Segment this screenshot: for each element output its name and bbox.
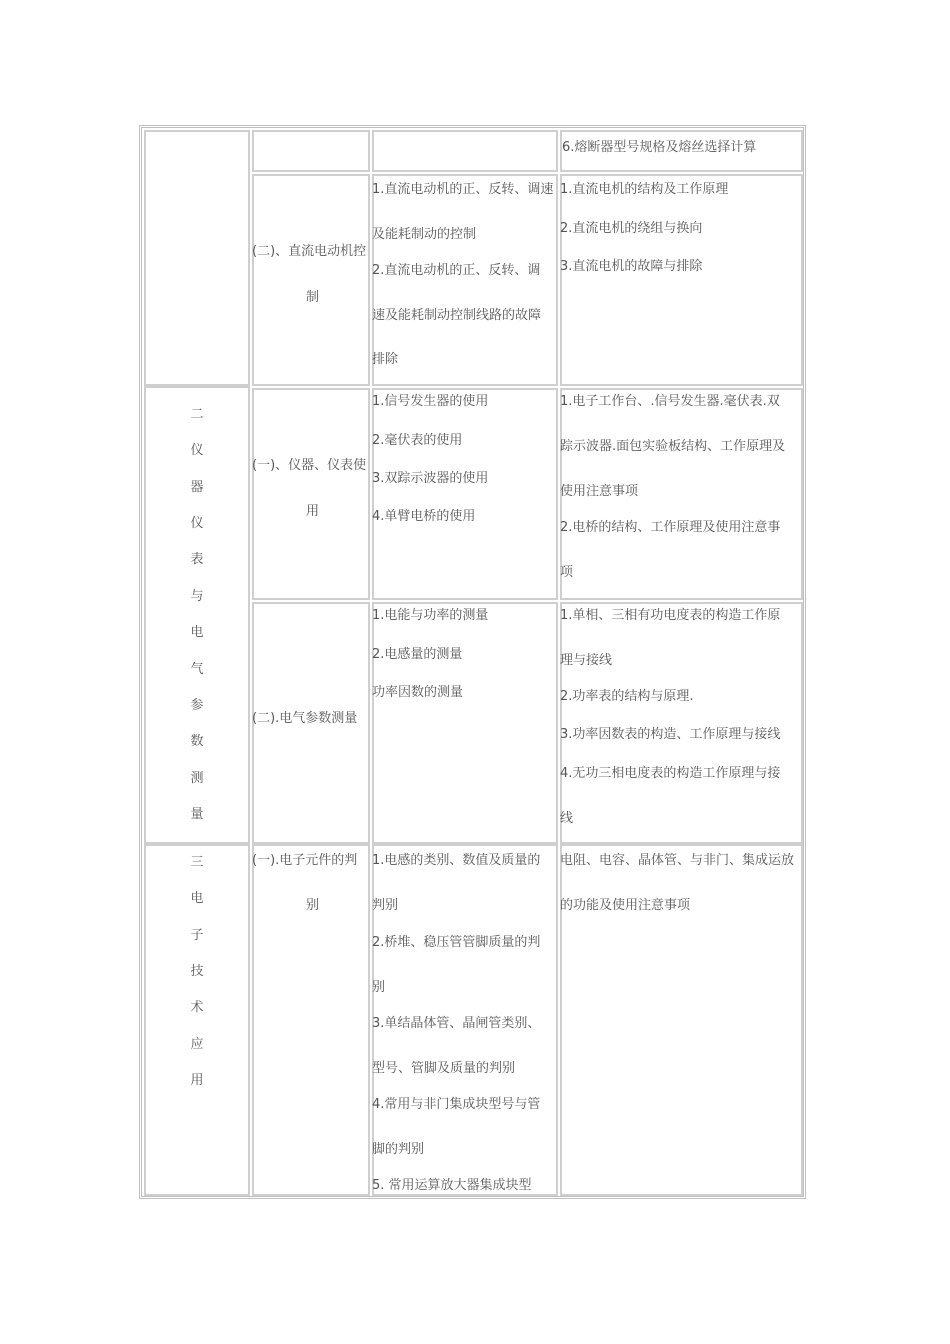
knowledge-line: 1.电子工作台、.信号发生器.毫伏表.双: [560, 394, 780, 409]
knowledge-line: 1.直流电机的结构及工作原理: [560, 182, 729, 197]
category-char: 应: [190, 1037, 204, 1052]
category-char: 子: [190, 928, 204, 943]
row2b-col3-measurement-skills: [372, 602, 558, 844]
skill-line: 4.单臂电桥的使用: [372, 509, 476, 524]
row1-col4-top: [560, 130, 803, 172]
knowledge-line: 3.功率因数表的构造、工作原理与接线: [560, 727, 781, 742]
skill-line: 1.电感的类别、数值及质量的: [372, 853, 541, 868]
row1-col2-dc-motor: [252, 174, 370, 386]
category-char: 参: [190, 698, 204, 713]
skill-line: 5. 常用运算放大器集成块型: [372, 1178, 532, 1193]
measurement-title: (二).电气参数测量: [252, 711, 358, 726]
row1-col2-empty: [252, 130, 370, 172]
category-char: 用: [190, 1073, 204, 1088]
row3-col3-component-skills: [372, 844, 558, 1196]
skill-line: 2.桥堆、稳压管管脚质量的判: [372, 935, 541, 950]
syllabus-table: [139, 125, 806, 1199]
category-char: 电: [190, 891, 204, 906]
row3-col2-electronic-components: [252, 844, 370, 1196]
row1-col4-dc-motor-knowledge: [560, 174, 803, 386]
knowledge-line: 项: [560, 565, 574, 580]
components-title-1: (一).电子元件的判: [252, 853, 358, 868]
skill-line: 2.毫伏表的使用: [372, 433, 463, 448]
knowledge-line: 使用注意事项: [560, 484, 639, 499]
row1-col1-empty: [144, 130, 250, 386]
knowledge-line: 的功能及使用注意事项: [560, 898, 691, 913]
category-char: 气: [190, 662, 204, 677]
row2a-col2-instruments: [252, 388, 370, 600]
row1-col3-empty: [372, 130, 558, 172]
knowledge-line: 1.单相、三相有功电度表的构造工作原: [560, 608, 781, 623]
row2-col1-category: [144, 386, 250, 844]
skill-line: 脚的判别: [372, 1142, 425, 1157]
row2a-col4-instrument-knowledge: [560, 388, 803, 600]
knowledge-line: 4.无功三相电度表的构造工作原理与接: [560, 766, 781, 781]
dc-motor-title-2: 制: [306, 290, 320, 305]
knowledge-line: 电阻、电容、晶体管、与非门、集成运放: [560, 853, 795, 868]
category-char: 与: [190, 589, 204, 604]
skill-line: 1.电能与功率的测量: [372, 608, 489, 623]
knowledge-line: 2.电桥的结构、工作原理及使用注意事: [560, 520, 781, 535]
skill-line: 1.直流电动机的正、反转、调速: [372, 182, 554, 197]
instruments-title-1: (一)、仪器、仪表使: [252, 458, 367, 473]
skill-line: 速及能耗制动控制线路的故障: [372, 308, 542, 323]
knowledge-line: 踪示波器.面包实验板结构、工作原理及: [560, 439, 786, 454]
category-char: 电: [190, 625, 204, 640]
category-char: 量: [190, 807, 204, 822]
skill-line: 功率因数的测量: [372, 685, 464, 700]
row2b-col2-electrical-measurement: [252, 602, 370, 844]
category-char: 器: [190, 480, 204, 495]
skill-line: 3.双踪示波器的使用: [372, 471, 489, 486]
row3-col4-component-knowledge: [560, 844, 803, 1196]
skill-line: 4.常用与非门集成块型号与管: [372, 1097, 541, 1112]
fuse-item: 6.熔断器型号规格及熔丝选择计算: [562, 140, 757, 155]
skill-line: 型号、管脚及质量的判别: [372, 1061, 516, 1076]
row3-col1-category: [144, 844, 250, 1196]
skill-line: 1.信号发生器的使用: [372, 394, 489, 409]
category-char: 三: [190, 855, 204, 870]
category-char: 术: [190, 1000, 204, 1015]
knowledge-line: 2.直流电机的绕组与换向: [560, 221, 703, 236]
skill-line: 判别: [372, 898, 399, 913]
instruments-title-2: 用: [306, 504, 320, 519]
skill-line: 排除: [372, 352, 399, 367]
knowledge-line: 线: [560, 811, 574, 826]
skill-line: 2.直流电动机的正、反转、调: [372, 263, 541, 278]
dc-motor-title-1: (二)、直流电动机控: [252, 244, 367, 259]
category-char: 测: [190, 771, 204, 786]
components-title-2: 别: [306, 898, 320, 913]
knowledge-line: 2.功率表的结构与原理.: [560, 689, 694, 704]
skill-line: 别: [372, 980, 386, 995]
category-char: 数: [190, 734, 204, 749]
category-char: 表: [190, 552, 204, 567]
row2b-col4-measurement-knowledge: [560, 602, 803, 844]
knowledge-line: 理与接线: [560, 653, 613, 668]
category-char: 仪: [190, 443, 204, 458]
category-char: 二: [190, 407, 204, 422]
category-char: 技: [190, 964, 204, 979]
skill-line: 2.电感量的测量: [372, 647, 463, 662]
skill-line: 及能耗制动的控制: [372, 227, 477, 242]
category-char: 仪: [190, 516, 204, 531]
skill-line: 3.单结晶体管、晶闸管类别、: [372, 1016, 541, 1031]
row1-col3-dc-motor-skills: [372, 174, 558, 386]
row2a-col3-instrument-skills: [372, 388, 558, 600]
knowledge-line: 3.直流电机的故障与排除: [560, 259, 703, 274]
